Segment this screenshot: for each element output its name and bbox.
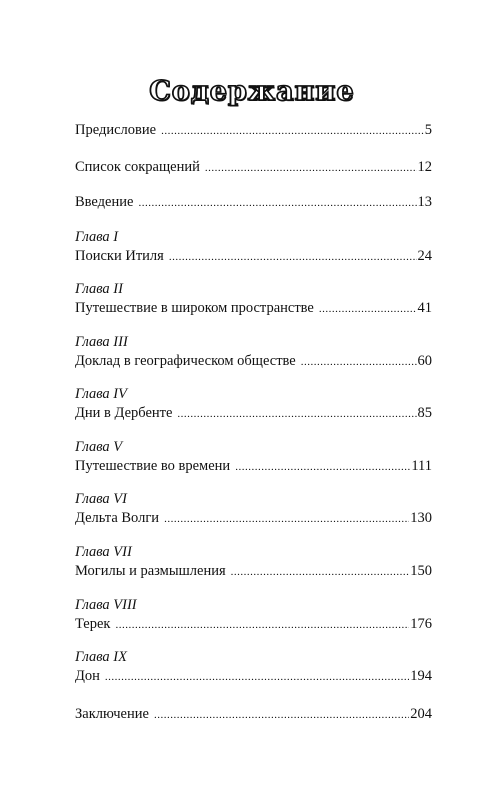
dot-leader bbox=[169, 249, 417, 266]
toc-line bbox=[75, 194, 432, 212]
toc-line bbox=[75, 458, 432, 476]
chapter-heading: Глава V bbox=[75, 439, 123, 455]
toc-page-number: 85 bbox=[417, 405, 432, 421]
toc-entry bbox=[75, 649, 432, 686]
toc-label: Дельта Волги bbox=[75, 510, 160, 526]
toc-page-number: 24 bbox=[417, 248, 432, 264]
toc-line bbox=[75, 563, 432, 581]
toc-label: Предисловие bbox=[75, 122, 157, 138]
toc-entry bbox=[75, 122, 432, 140]
dot-leader bbox=[115, 617, 409, 634]
toc-page-number: 150 bbox=[410, 563, 432, 579]
toc-line bbox=[75, 248, 432, 266]
toc-entry bbox=[75, 439, 432, 476]
chapter-heading: Глава VIII bbox=[75, 597, 137, 613]
dot-leader bbox=[319, 301, 417, 318]
toc-label: Путешествие в широком пространстве bbox=[75, 300, 314, 316]
toc-label: Терек bbox=[75, 616, 111, 632]
toc-entry bbox=[75, 597, 432, 634]
toc-entry bbox=[75, 491, 432, 528]
toc-page-number: 12 bbox=[417, 159, 432, 175]
dot-leader bbox=[177, 406, 416, 423]
chapter-heading: Глава VI bbox=[75, 491, 127, 507]
toc-label: Дни в Дербенте bbox=[75, 405, 173, 421]
chapter-heading: Глава VII bbox=[75, 544, 132, 560]
toc-label: Список сокращений bbox=[75, 159, 200, 175]
chapter-heading: Глава III bbox=[75, 334, 128, 350]
dot-leader bbox=[164, 511, 409, 528]
chapter-heading: Глава IV bbox=[75, 386, 127, 402]
page-title: Содержание bbox=[149, 76, 355, 107]
toc-label: Заключение bbox=[75, 706, 149, 722]
toc-page-number: 41 bbox=[417, 300, 432, 316]
toc-entry bbox=[75, 334, 432, 371]
toc-entry bbox=[75, 229, 432, 266]
toc-label: Путешествие во времени bbox=[75, 458, 231, 474]
toc-line bbox=[75, 300, 432, 318]
toc-page-number: 60 bbox=[417, 353, 432, 369]
dot-leader bbox=[231, 564, 410, 581]
toc-label: Введение bbox=[75, 194, 134, 210]
toc-line bbox=[75, 706, 432, 724]
toc-line bbox=[75, 353, 432, 371]
toc-entry bbox=[75, 386, 432, 423]
toc-label: Доклад в географическом обществе bbox=[75, 353, 296, 369]
toc-line bbox=[75, 616, 432, 634]
dot-leader bbox=[105, 669, 409, 686]
chapter-heading: Глава I bbox=[75, 229, 119, 245]
toc-line bbox=[75, 159, 432, 177]
toc-line bbox=[75, 122, 432, 140]
toc-label: Могилы и размышления bbox=[75, 563, 226, 579]
toc-page-number: 111 bbox=[411, 458, 432, 474]
chapter-heading: Глава IX bbox=[75, 649, 127, 665]
toc-entry bbox=[75, 194, 432, 212]
dot-leader bbox=[154, 707, 409, 724]
toc-page-number: 204 bbox=[410, 706, 432, 722]
toc-entry bbox=[75, 159, 432, 177]
toc-page-number: 176 bbox=[410, 616, 432, 632]
chapter-heading: Глава II bbox=[75, 281, 123, 297]
dot-leader bbox=[138, 195, 416, 212]
toc-label: Поиски Итиля bbox=[75, 248, 164, 264]
toc-page-number: 13 bbox=[417, 194, 432, 210]
toc-entry bbox=[75, 706, 432, 724]
toc-line bbox=[75, 668, 432, 686]
dot-leader bbox=[161, 123, 424, 140]
toc-line bbox=[75, 405, 432, 423]
toc-line bbox=[75, 510, 432, 528]
toc-entry bbox=[75, 281, 432, 318]
toc-page-number: 130 bbox=[410, 510, 432, 526]
toc-entry bbox=[75, 544, 432, 581]
toc-label: Дон bbox=[75, 668, 100, 684]
dot-leader bbox=[301, 354, 417, 371]
dot-leader bbox=[205, 160, 417, 177]
toc-page-number: 194 bbox=[410, 668, 432, 684]
toc-page-number: 5 bbox=[424, 122, 432, 138]
dot-leader bbox=[235, 459, 410, 476]
